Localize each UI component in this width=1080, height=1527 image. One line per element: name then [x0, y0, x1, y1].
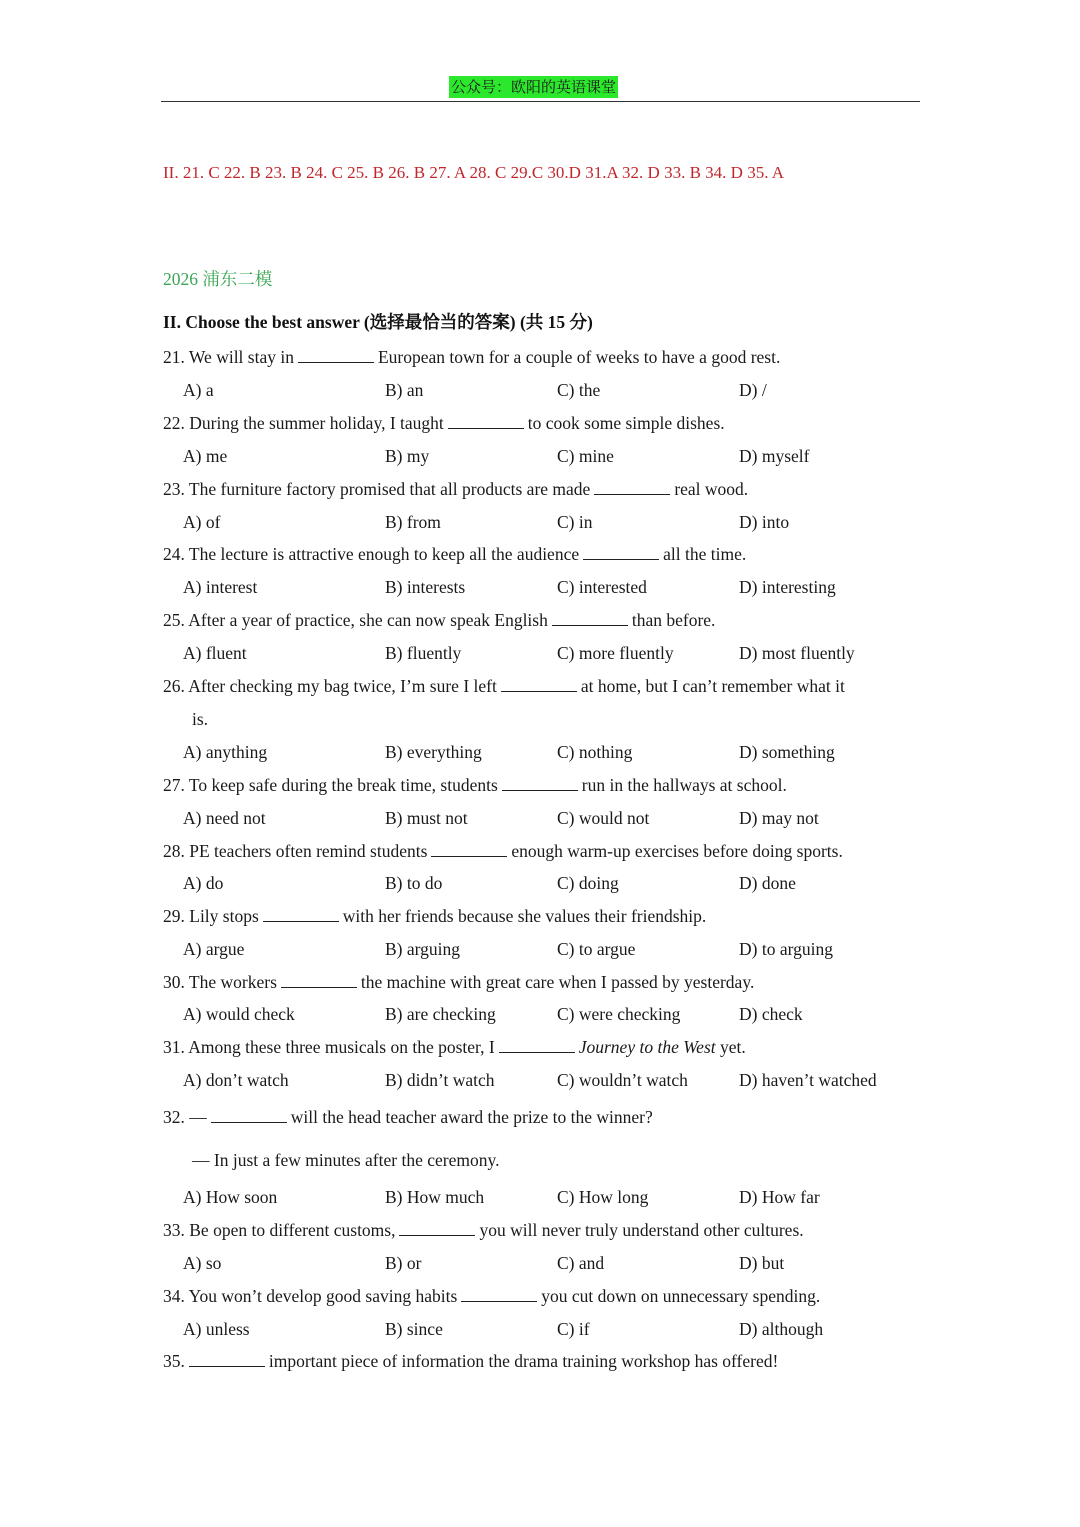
option-b: B) my	[385, 446, 430, 466]
option-a: A) need not	[183, 808, 266, 828]
option-d: D) done	[739, 873, 796, 893]
option-a: A) a	[183, 380, 214, 400]
option-b: B) must not	[385, 808, 468, 828]
answer-blank	[399, 1221, 475, 1236]
question-30	[163, 972, 754, 993]
question-28	[163, 841, 843, 862]
option-a: A) so	[183, 1253, 222, 1273]
question-stem-end: you cut down on unnecessary spending.	[541, 1286, 821, 1306]
option-b: B) from	[385, 512, 441, 532]
question-stem-end: yet.	[720, 1037, 746, 1057]
option-d: D) into	[739, 512, 790, 532]
option-c: C) in	[557, 512, 593, 532]
option-a: A) do	[183, 873, 224, 893]
question-25	[163, 610, 715, 631]
question-stem-end: real wood.	[674, 479, 749, 499]
option-d: D) but	[739, 1253, 785, 1273]
section-tag: 2026 浦东二模	[163, 269, 273, 289]
answer-blank	[448, 414, 524, 429]
option-c: C) to argue	[557, 939, 636, 959]
question-stem-end: than before.	[631, 610, 716, 630]
option-c: C) nothing	[557, 742, 633, 762]
answer-blank	[461, 1287, 537, 1302]
section-title: II. Choose the best answer (选择最恰当的答案) (共 15 分)	[163, 312, 593, 332]
question-stem-end: will the head teacher award the prize to the winner?	[290, 1107, 653, 1127]
question-stem: 28. PE teachers often remind students	[163, 841, 428, 861]
question-26	[163, 676, 845, 697]
question-26-continuation: is.	[192, 709, 209, 729]
option-b: B) an	[385, 380, 424, 400]
option-b: B) How much	[385, 1187, 485, 1207]
question-stem: 30. The workers	[163, 972, 277, 992]
option-c: C) doing	[557, 873, 619, 893]
option-b: B) or	[385, 1253, 422, 1273]
option-a: A) How soon	[183, 1187, 278, 1207]
option-b: B) fluently	[385, 643, 462, 663]
answer-blank	[189, 1352, 265, 1367]
question-stem: 22. During the summer holiday, I taught	[163, 413, 444, 433]
title-italic: Journey to the West	[578, 1037, 716, 1057]
question-stem-end: the machine with great care when I passed by yesterday.	[360, 972, 755, 992]
question-stem: 35.	[163, 1351, 185, 1371]
answer-blank	[263, 907, 339, 922]
option-a: A) don’t watch	[183, 1070, 289, 1090]
question-27	[163, 775, 787, 796]
option-d: D) /	[739, 380, 767, 400]
option-c: C) were checking	[557, 1004, 681, 1024]
question-stem: 27. To keep safe during the break time, students	[163, 775, 498, 795]
answer-blank	[431, 842, 507, 857]
question-stem-end: at home, but I can’t remember what it	[580, 676, 845, 696]
answer-blank	[502, 776, 578, 791]
question-stem-end: to cook some simple dishes.	[527, 413, 725, 433]
option-b: B) are checking	[385, 1004, 496, 1024]
option-d: D) interesting	[739, 577, 836, 597]
option-b: B) to do	[385, 873, 443, 893]
question-31	[163, 1037, 746, 1058]
option-a: A) unless	[183, 1319, 250, 1339]
page-header	[161, 76, 920, 102]
question-stem: 26. After checking my bag twice, I’m sure I left	[163, 676, 497, 696]
answer-blank	[211, 1108, 287, 1123]
question-35	[163, 1351, 778, 1372]
question-stem: 23. The furniture factory promised that all products are made	[163, 479, 591, 499]
answer-blank	[552, 611, 628, 626]
option-a: A) of	[183, 512, 221, 532]
answer-blank	[501, 677, 577, 692]
header-badge: 公众号：欧阳的英语课堂	[451, 78, 617, 96]
question-33	[163, 1220, 804, 1241]
question-stem: 33. Be open to different customs,	[163, 1220, 396, 1240]
option-c: C) wouldn’t watch	[557, 1070, 688, 1090]
option-c: C) if	[557, 1319, 590, 1339]
question-stem-end: with her friends because she values their friendship.	[342, 906, 707, 926]
question-21	[163, 347, 780, 368]
option-c: C) the	[557, 380, 601, 400]
option-c: C) would not	[557, 808, 650, 828]
option-b: B) everything	[385, 742, 482, 762]
option-c: C) How long	[557, 1187, 649, 1207]
option-c: C) and	[557, 1253, 605, 1273]
question-stem: 24. The lecture is attractive enough to keep all the audience	[163, 544, 580, 564]
question-32	[163, 1107, 653, 1128]
question-stem: 34. You won’t develop good saving habits	[163, 1286, 458, 1306]
question-stem: 31. Among these three musicals on the poster, I	[163, 1037, 495, 1057]
question-stem: 32. —	[163, 1107, 207, 1127]
option-b: B) didn’t watch	[385, 1070, 495, 1090]
answer-key: II. 21. C 22. B 23. B 24. C 25. B 26. B 27. A 28. C 29.C 30.D 31.A 32. D 33. B 34. D 35. A	[163, 163, 785, 182]
question-24	[163, 544, 746, 565]
question-stem-end: all the time.	[663, 544, 747, 564]
option-d: D) How far	[739, 1187, 820, 1207]
question-stem-end: you will never truly understand other cultures.	[479, 1220, 804, 1240]
option-c: C) interested	[557, 577, 647, 597]
question-23	[163, 479, 748, 500]
option-d: D) myself	[739, 446, 810, 466]
answer-blank	[499, 1038, 575, 1053]
question-stem-end: important piece of information the drama training workshop has offered!	[268, 1351, 779, 1371]
question-stem-end: European town for a couple of weeks to have a good rest.	[377, 347, 781, 367]
option-a: A) anything	[183, 742, 268, 762]
question-stem: 25. After a year of practice, she can now speak English	[163, 610, 548, 630]
option-d: D) check	[739, 1004, 803, 1024]
answer-blank	[298, 348, 374, 363]
option-d: D) something	[739, 742, 835, 762]
option-d: D) although	[739, 1319, 824, 1339]
option-d: D) to arguing	[739, 939, 833, 959]
option-d: D) haven’t watched	[739, 1070, 877, 1090]
question-32-reply: — In just a few minutes after the ceremony.	[192, 1150, 500, 1170]
option-a: A) would check	[183, 1004, 295, 1024]
question-stem-end: enough warm-up exercises before doing sports.	[511, 841, 843, 861]
option-a: A) fluent	[183, 643, 247, 663]
answer-blank	[583, 545, 659, 560]
option-c: C) mine	[557, 446, 614, 466]
option-b: B) since	[385, 1319, 443, 1339]
question-stem-end: run in the hallways at school.	[581, 775, 787, 795]
answer-blank	[281, 973, 357, 988]
question-22	[163, 413, 725, 434]
question-29	[163, 906, 706, 927]
question-stem: 29. Lily stops	[163, 906, 259, 926]
option-b: B) interests	[385, 577, 466, 597]
option-d: D) may not	[739, 808, 819, 828]
option-a: A) interest	[183, 577, 258, 597]
answer-blank	[594, 480, 670, 495]
option-b: B) arguing	[385, 939, 461, 959]
question-34	[163, 1286, 820, 1307]
question-stem: 21. We will stay in	[163, 347, 294, 367]
option-c: C) more fluently	[557, 643, 674, 663]
option-a: A) me	[183, 446, 228, 466]
option-d: D) most fluently	[739, 643, 855, 663]
option-a: A) argue	[183, 939, 245, 959]
